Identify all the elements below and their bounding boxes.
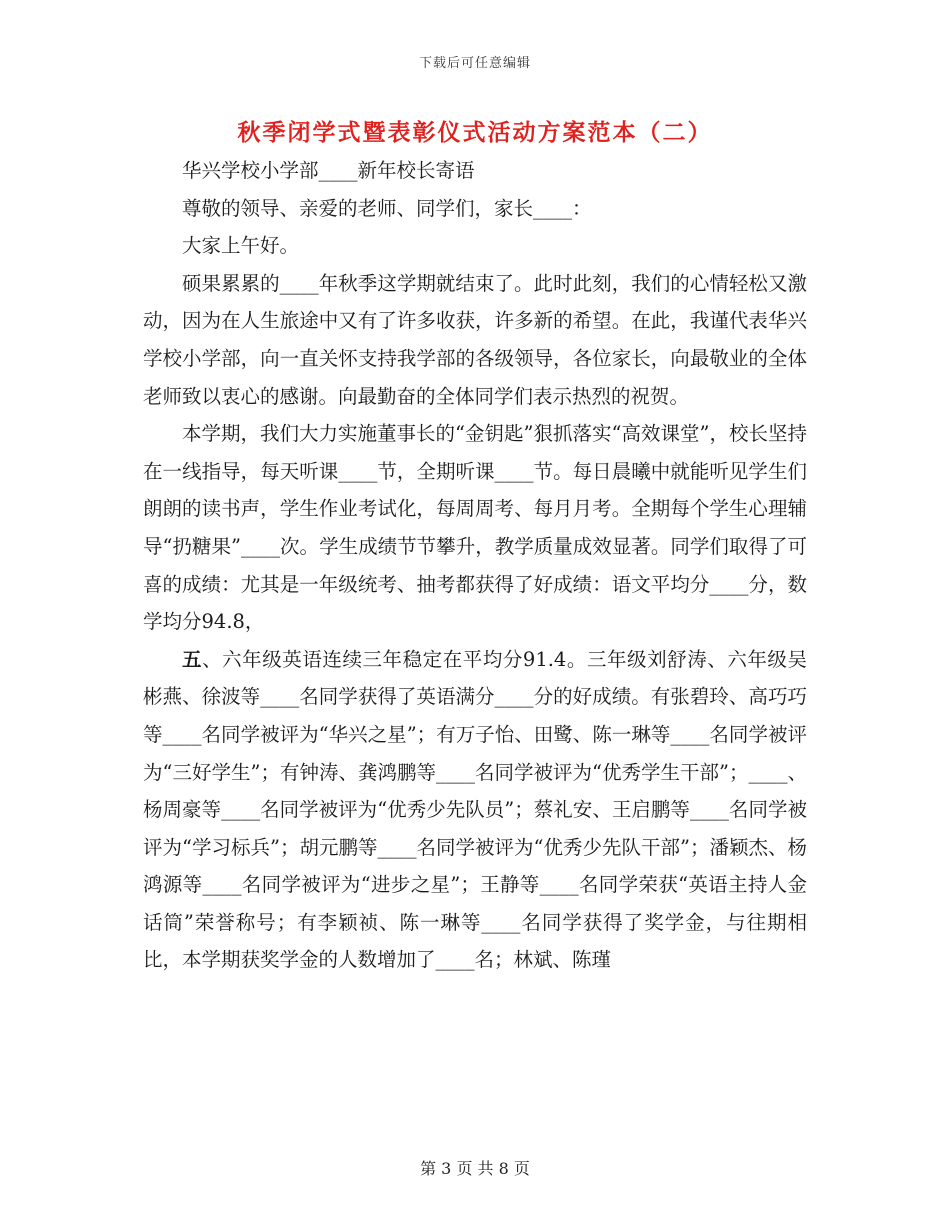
paragraph-greeting: 大家上午好。 [182, 234, 300, 258]
paragraph-heading-line: 华兴学校小学部____新年校长寄语 [182, 159, 475, 182]
paragraph-awards-lead: 五 [182, 647, 203, 671]
paragraph-semester: 本学期，我们大力实施董事长的“金钥匙”狠抓落实“高效课堂”，校长坚持在一线指导，每天听课____节，全期听课____节。每日晨曦中就能听见学生们朗朗的读书声，学生作业考试化，每周周考、每月月考。全期每个学生心理辅导“扔糖果”____次。学生成绩节节攀升，教学质量成效显著。同学们取得了可喜的成绩：尤其是一年级统考、抽考都获得了好成绩：语文平均分____分，数学均分94.8， [143, 422, 807, 634]
document-title: 秋季闭学式暨表彰仪式活动方案范本（二） [237, 119, 713, 146]
paragraph-intro: 硕果累累的____年秋季这学期就结束了。此时此刻，我们的心情轻松又激动，因为在人生旅途中又有了许多收获，许多新的希望。在此，我谨代表华兴学校小学部，向一直关怀支持我学部的各级领导，各位家长，向最敬业的全体老师致以衷心的感谢。向最勤奋的全体同学们表示热烈的祝贺。 [143, 271, 807, 408]
document-body [143, 152, 807, 979]
page-footer: 第 3 页 共 8 页 [420, 1159, 530, 1178]
paragraph-salutation: 尊敬的领导、亲爱的老师、同学们，家长____： [182, 196, 592, 220]
paragraph-awards-text: 、六年级英语连续三年稳定在平均分91.4。三年级刘舒涛、六年级吴彬燕、徐波等____名同学获得了英语满分____分的好成绩。有张碧玲、高巧巧等____名同学被评为“华兴之星”；有万子怡、田鹭、陈一琳等____名同学被评为“三好学生”；有钟涛、龚鸿鹏等____名同学被评为“优秀学生干部”；____、杨周豪等____名同学被评为“优秀少先队员”；蔡礼安、王启鹏等____名同学被评为“学习标兵”；胡元鹏等____名同学被评为“优秀少先队干部”；潘颖杰、杨鸿源等____名同学被评为“进步之星”；王静等____名同学荣获“英语主持人金话筒”荣誉称号；有李颖祯、陈一琳等____名同学获得了奖学金，与往期相比，本学期获奖学金的人数增加了____名；林斌、陈瑾 [143, 647, 807, 972]
paragraph-awards [143, 641, 807, 979]
header-note: 下载后可任意编辑 [418, 56, 531, 71]
